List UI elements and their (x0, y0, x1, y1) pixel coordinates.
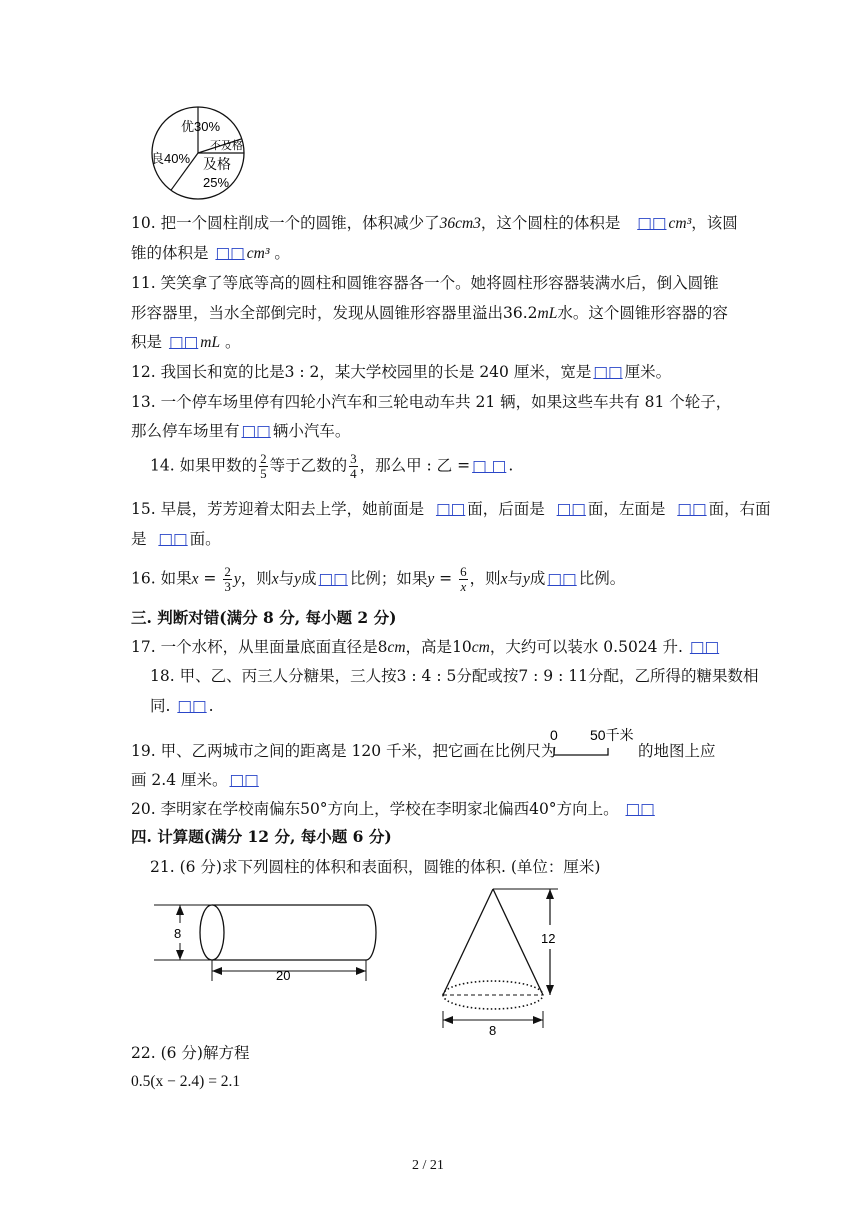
fraction: $\frac{6}{x}$ (460, 564, 467, 594)
question-13-line1: 13. 一个停车场里停有四轮小汽车和三轮电动车共 21 辆，如果这些车共有 81 个轮子， (131, 393, 732, 411)
answer-blank[interactable]: □□ (435, 500, 466, 518)
question-11-line1: 11. 笑笑拿了等底等高的圆柱和圆锥容器各一个。她将圆柱形容器装满水后，倒入圆锥 (131, 274, 719, 292)
question-15-line1: 15. 早晨，芳芳迎着太阳去上学，她前面是 □□ 面，后面是 □□ 面，左面是 □□ 面，右面 (131, 500, 771, 518)
section-4-heading: 四. 计算题(满分 12 分, 每小题 6 分) (131, 827, 392, 846)
answer-blank[interactable]: □□ (318, 569, 348, 588)
question-18-line1: 18. 甲、乙、丙三人分糖果，三人按3 : 4 : 5分配或按7 : 9 : 11分配，乙所得的糖果数相 (150, 667, 759, 685)
answer-blank[interactable]: □ □ (472, 456, 507, 475)
question-14: 14. 如果甲数的 $\frac{2}{5}$ 等于乙数的 $\frac{3}{4}$ ，那么甲 : 乙 = □ □ . (150, 451, 514, 481)
answer-blank[interactable]: □□ (215, 244, 245, 262)
question-19-line1-end: 的地图上应 (638, 742, 716, 760)
pie-label-bujige: 不及格 (210, 140, 243, 152)
cone-height-label: 12 (541, 931, 556, 946)
answer-blank[interactable]: □□ (158, 530, 188, 548)
pie-label-jige: 及格 (203, 156, 231, 172)
question-22: 22. (6 分)解方程 (131, 1044, 250, 1062)
answer-blank[interactable]: □□ (168, 333, 199, 351)
question-18-line2: 同. □□ . (150, 697, 214, 715)
scale-zero: 0 (550, 727, 558, 743)
answer-blank[interactable]: □□ (689, 638, 720, 656)
question-12: 12. 我国长和宽的比是3 : 2，某大学校园里的长是 240 厘米，宽是 □□ 厘米。 (131, 363, 672, 381)
question-20: 20. 李明家在学校南偏东50°方向上，学校在李明家北偏西40°方向上。 □□ (131, 800, 655, 818)
answer-blank[interactable]: □□ (556, 500, 586, 518)
answer-blank[interactable]: □□ (547, 569, 577, 588)
answer-blank[interactable]: □□ (637, 214, 667, 232)
question-19-line2: 画 2.4 厘米。 □□ (131, 771, 259, 789)
equation: 0.5(x − 2.4) = 2.1 (131, 1073, 241, 1090)
question-17: 17. 一个水杯，从里面量底面直径是8cm，高是10cm，大约可以装水 0.5024 升. □□ (131, 638, 720, 656)
section-3-heading: 三. 判断对错(满分 8 分, 每小题 2 分) (131, 608, 397, 627)
answer-blank[interactable]: □□ (677, 500, 707, 518)
question-10-line1: 10. 把一个圆柱削成一个的圆锥，体积减少了36cm3，这个圆柱的体积是 □□ cm³，该圆 (131, 214, 738, 232)
cylinder-diameter-label: 8 (174, 926, 182, 941)
pie-label-you: 优30% (181, 119, 221, 134)
question-13-line2: 那么停车场里有 □□ 辆小汽车。 (131, 422, 351, 440)
fraction: $\frac{2}{3}$ (224, 564, 231, 594)
answer-blank[interactable]: □□ (229, 771, 259, 789)
cylinder-figure (150, 893, 380, 983)
scale-value: 50千米 (590, 727, 634, 743)
question-15-line2: 是 □□ 面。 (131, 530, 221, 548)
answer-blank[interactable]: □□ (625, 800, 655, 818)
question-21: 21. (6 分)求下列圆柱的体积和表面积，圆锥的体积. (单位：厘米) (150, 858, 601, 876)
question-11-line3: 积是 □□ mL 。 (131, 333, 241, 351)
question-19-line1: 19. 甲、乙两城市之间的距离是 120 千米，把它画在比例尺为 (131, 742, 557, 760)
question-11-line2: 形容器里，当水全部倒完时，发现从圆锥形容器里溢出36.2mL水。这个圆锥形容器的容 (131, 304, 728, 322)
map-scale-bar (548, 724, 640, 766)
answer-blank[interactable]: □□ (177, 697, 207, 715)
cylinder-length-label: 20 (276, 968, 291, 983)
question-10-line2: 锥的体积是 □□ cm³ 。 (131, 244, 290, 262)
fraction: $\frac{2}{5}$ (260, 451, 267, 481)
fraction: $\frac{3}{4}$ (350, 451, 357, 481)
pie-label-liang: 良40% (151, 151, 191, 166)
answer-blank[interactable]: □□ (241, 422, 271, 440)
question-16: 16. 如果x = $\frac{2}{3}$ y，则x与y成 □□ 比例；如果y = $\frac{6}{x}$ ，则x与y成 □□ 比例。 (131, 564, 626, 594)
pie-label-jige-pct: 25% (203, 175, 230, 190)
page-number: 2 / 21 (412, 1158, 444, 1173)
answer-blank[interactable]: □□ (593, 363, 623, 381)
cone-figure (435, 885, 570, 1037)
cone-diameter-label: 8 (489, 1023, 497, 1037)
grade-pie-chart (148, 103, 258, 203)
